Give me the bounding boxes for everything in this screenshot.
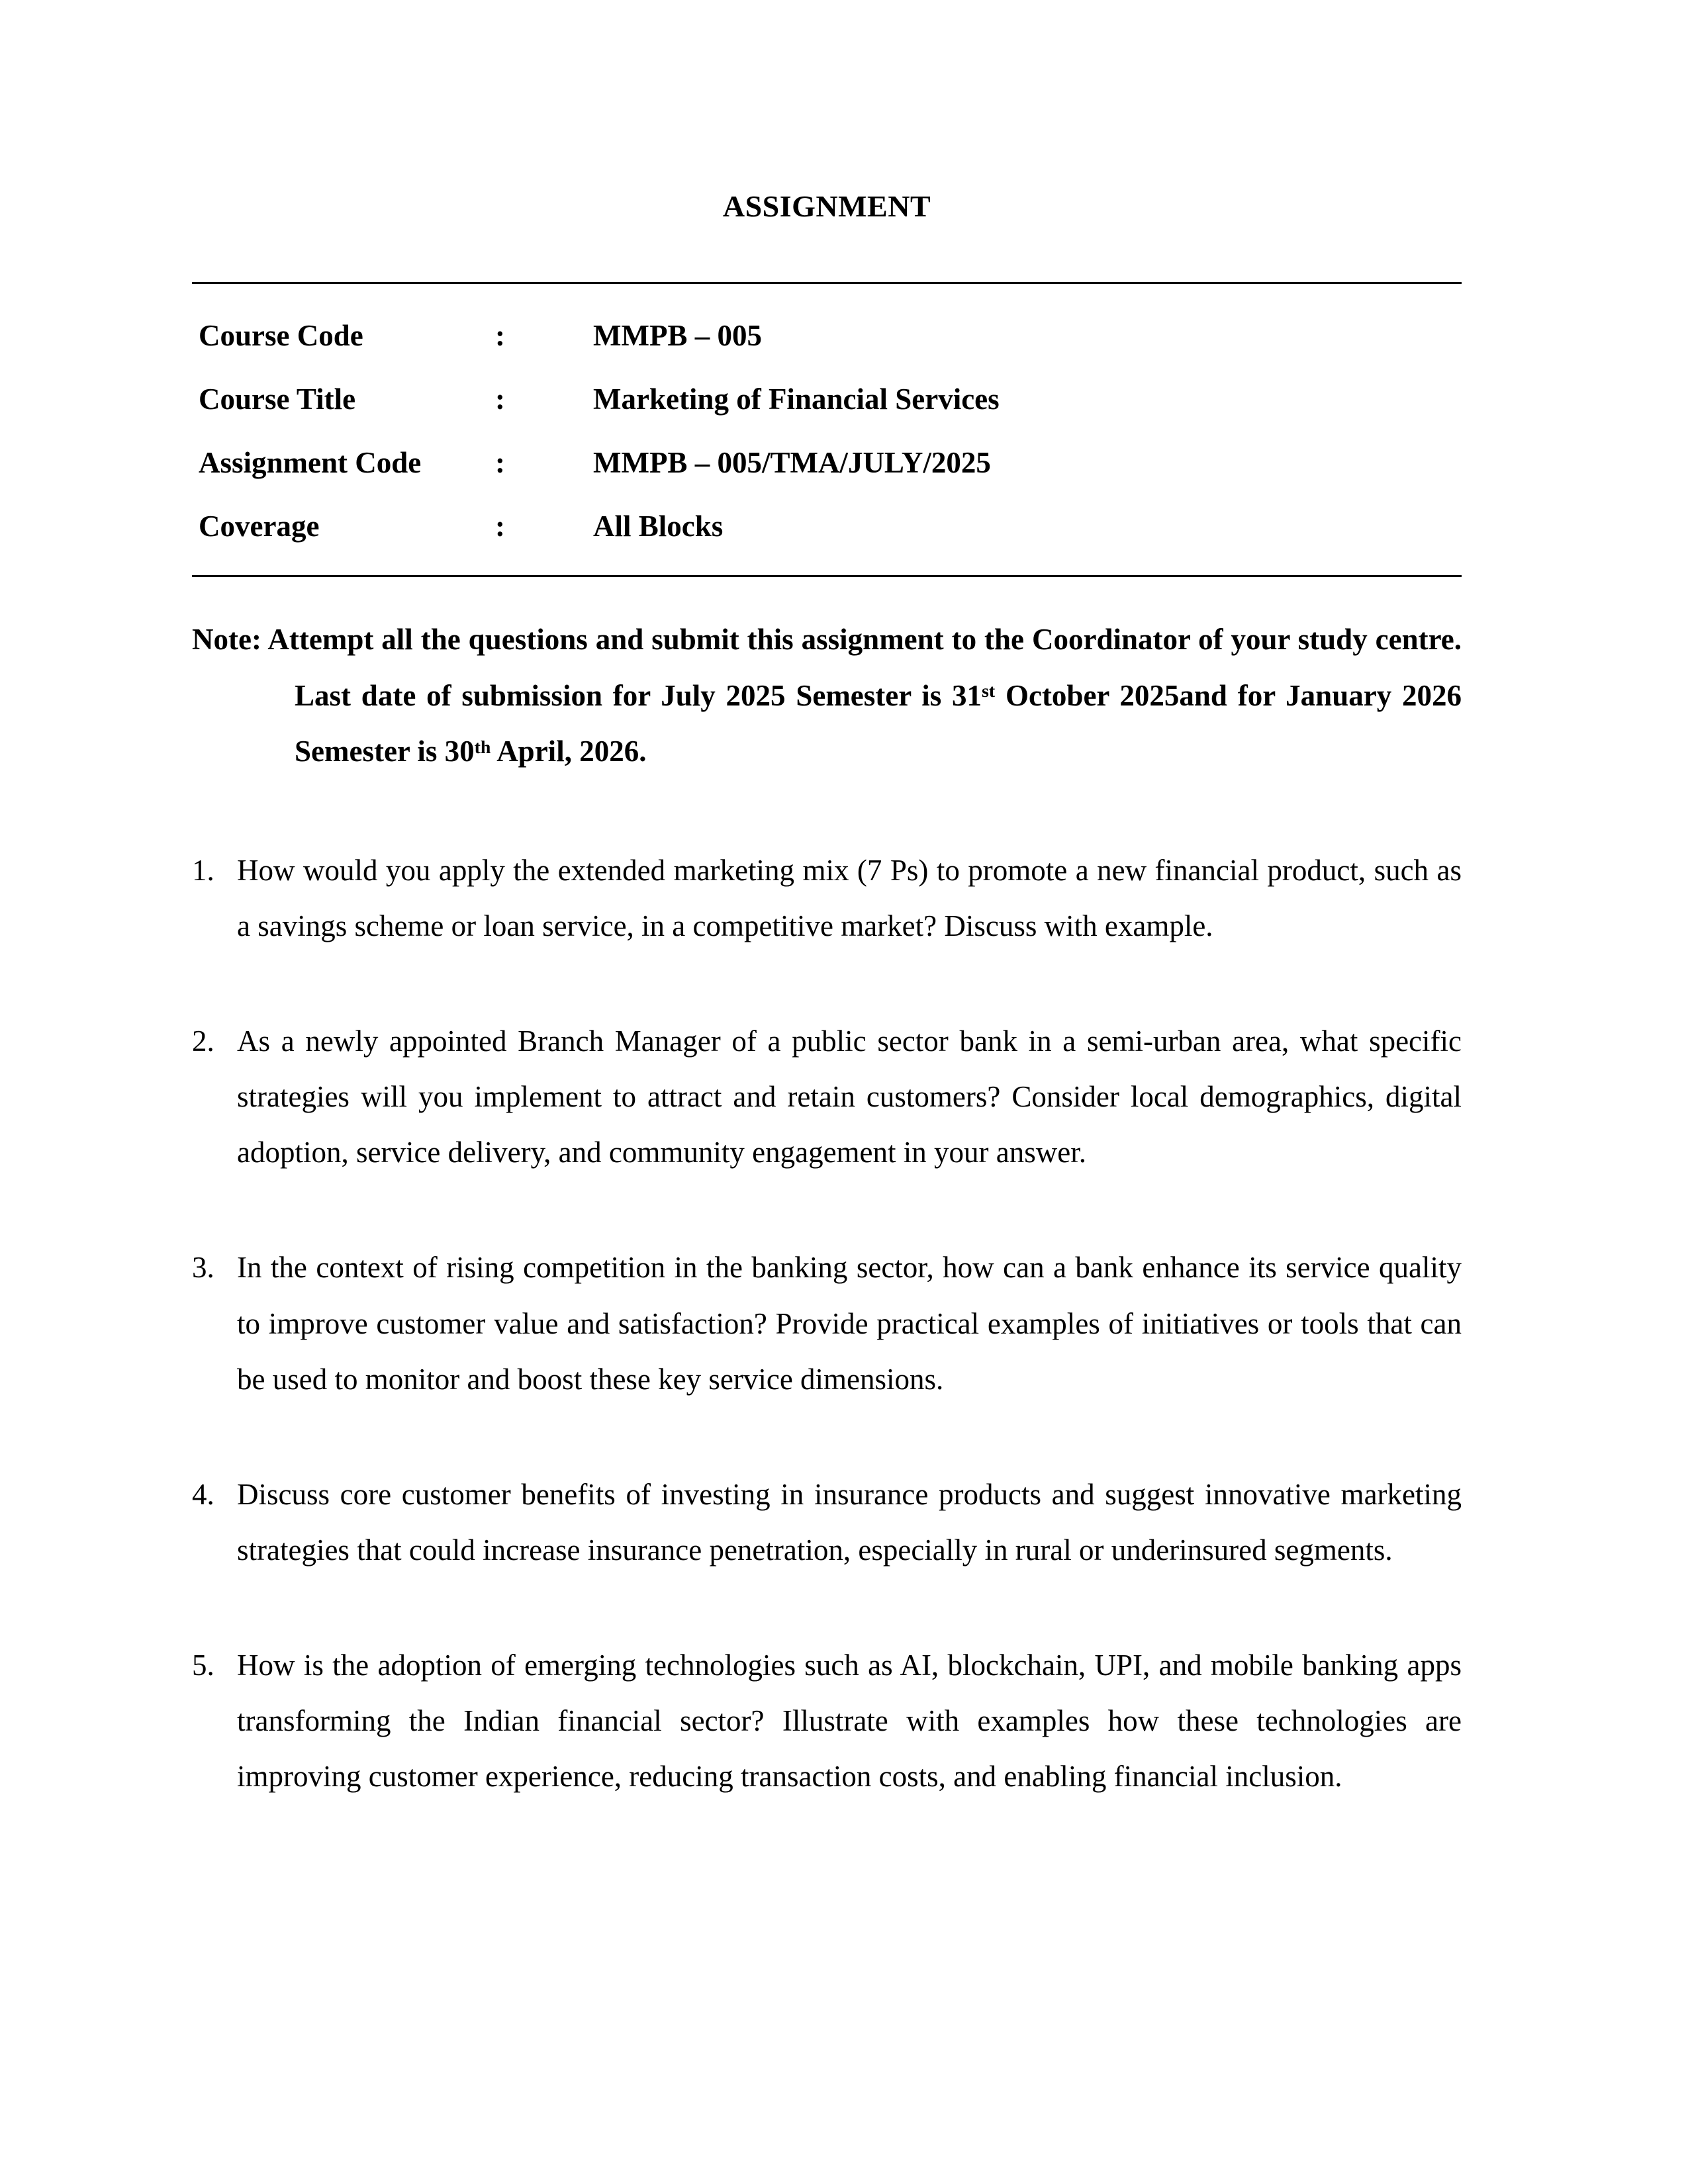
row-separator: : — [495, 383, 505, 416]
question-number: 5. — [192, 1649, 214, 1682]
question-text: As a newly appointed Branch Manager of a public sector bank in a semi-urban area, what specific strategies will you implement to attract and retain customers? Consider local demographics, digital adoption, service delivery, and community engagement in your answer. — [237, 1024, 1462, 1169]
row-separator: : — [495, 446, 505, 479]
page-title: ASSIGNMENT — [722, 189, 931, 223]
question-number: 2. — [192, 1024, 214, 1058]
question-item-2 — [192, 1013, 1462, 1180]
question-text: How is the adoption of emerging technologies such as AI, blockchain, UPI, and mobile banking apps transforming the Indian financial sector? Illustrate with examples how these technologies are improving customer experience, reducing transaction costs, and enabling financial inclusion. — [237, 1649, 1462, 1794]
question-item-3 — [192, 1240, 1462, 1406]
row-label: Course Code — [199, 319, 363, 352]
row-separator: : — [495, 319, 505, 352]
question-list — [192, 842, 1462, 1805]
row-label: Assignment Code — [199, 446, 422, 479]
question-item-1 — [192, 842, 1462, 954]
document-content — [192, 189, 1462, 1864]
note-body-3: April, 2026. — [491, 735, 647, 768]
submission-note — [192, 612, 1462, 780]
table-row — [199, 494, 1462, 558]
question-number: 4. — [192, 1477, 214, 1511]
note-superscript-st: st — [982, 681, 996, 702]
note-body-1: Attempt all the questions and submit this assignment to the Coordinator of your study centre. Last date of submission for July 2025 Semester is 31 — [261, 623, 1462, 712]
question-text: In the context of rising competition in the banking sector, how can a bank enhance its service quality to improve customer value and satisfaction? Provide practical examples of initiatives or tools that can be used to monitor and boost these key service dimensions. — [237, 1251, 1462, 1396]
table-row — [199, 304, 1462, 367]
question-item-5 — [192, 1637, 1462, 1804]
question-text: Discuss core customer benefits of investing in insurance products and suggest innovative marketing strategies that could increase insurance penetration, especially in rural or underinsured segments. — [237, 1477, 1462, 1567]
table-row — [199, 431, 1462, 494]
row-value: Marketing of Financial Services — [593, 383, 1000, 416]
row-separator: : — [495, 510, 505, 543]
row-value: All Blocks — [593, 510, 724, 543]
row-label: Coverage — [199, 510, 320, 543]
note-body-2: October 2025and for January 2026 Semester is 30 — [295, 678, 1462, 768]
note-prefix: Note: — [192, 623, 261, 656]
question-number: 1. — [192, 853, 214, 887]
row-value: MMPB – 005/TMA/JULY/2025 — [593, 446, 991, 479]
note-superscript-th: th — [474, 737, 491, 758]
course-info-table — [192, 282, 1462, 577]
row-value: MMPB – 005 — [593, 319, 762, 352]
question-item-4 — [192, 1467, 1462, 1578]
question-number: 3. — [192, 1251, 214, 1285]
row-label: Course Title — [199, 383, 356, 416]
table-row — [199, 367, 1462, 431]
question-text: How would you apply the extended marketing mix (7 Ps) to promote a new financial product, such as a savings scheme or loan service, in a competitive market? Discuss with example. — [237, 853, 1462, 942]
